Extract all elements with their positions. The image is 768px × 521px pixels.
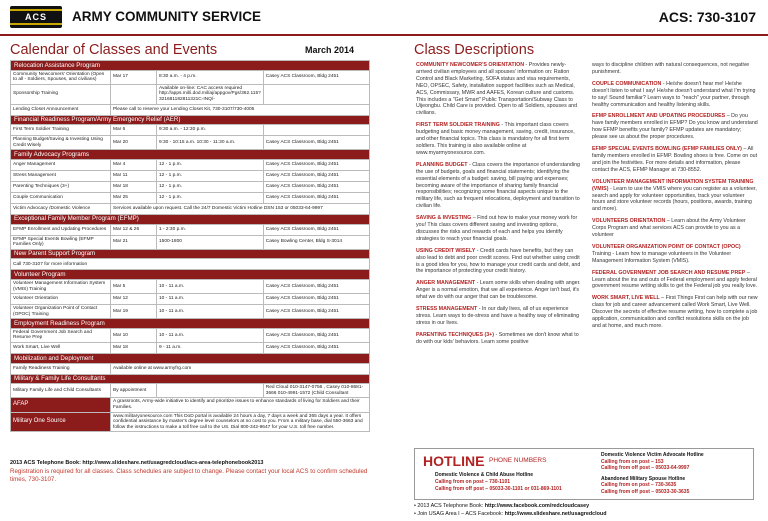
class-description-text: – Learn about the ins and outs of Federal employment and apply federal government resume writing skills to get the Federal job you really love. — [592, 269, 758, 290]
class-description-text: - This important class covers budgeting and basic money management, saving, credit, insurance, and other financial topics. This class is mandatory for all first term soldiers. This training is also available online at www.myarmyonesource.com. — [416, 122, 575, 156]
class-description-text: – Do you have family members enrolled in EFMP? Do you know and understand how EFMP benefits your family? EFMP updates are mandatory; please see us about the proper procedures. — [592, 113, 758, 141]
afap-description-cell: A grassroots, Army-wide initiative to identify and prioritize issues to enhance standards of living for Soldiers and their Families. — [111, 398, 370, 412]
section-header — [11, 374, 370, 384]
time-cell: 10 - 11 a.m. — [157, 328, 264, 342]
time-cell: 10 - 11 a.m. — [157, 305, 264, 319]
info-cell: Call 730-3107 for more information — [11, 259, 370, 270]
descriptions-column-right — [592, 62, 758, 335]
class-description — [592, 113, 758, 141]
section-header — [11, 270, 370, 280]
table-row — [11, 343, 370, 354]
acs-logo — [10, 6, 62, 28]
descriptions-title: Class Descriptions — [414, 42, 535, 58]
class-description — [592, 179, 758, 214]
class-description — [592, 270, 758, 291]
location-cell: Casey ACS Classroom, Bldg 2451 — [263, 136, 369, 150]
table-row — [11, 398, 370, 412]
class-description-heading: ANGER MANAGEMENT — [416, 280, 476, 287]
location-cell: Red Cloud 010-3147-0756 , Casey 010-8681-3666 010-4991-1572 (Child Consultant — [263, 384, 369, 398]
class-description-text: - He/she doesn't hear me! He/she doesn't listen to what I say! He/she doesn't understand what I'm trying to say! Sound familiar? Learn ways to "reach" your partner, through healthy communication and healthy listening skills. — [592, 80, 756, 108]
class-description-heading: COUPLE COMMUNICATION — [592, 80, 662, 87]
date-cell: Mar 20 — [111, 136, 157, 150]
am-hotline-off-post: Calling from off post – 05033-30-3635 — [601, 488, 690, 495]
descriptions-page — [384, 36, 768, 521]
military-one-source-label-cell: Military One Source — [11, 412, 111, 432]
section-title: Mobilization and Deployment — [11, 354, 370, 364]
class-name-cell: Sponsorship Training — [11, 84, 111, 104]
section-header — [11, 214, 370, 224]
table-row — [11, 192, 370, 203]
class-description-text: – Find out how to make your money work for you! This class covers different saving and investing options, discusses the risks and rewards of each and helps you identify strategies to reach your financial goals. — [416, 215, 578, 242]
time-cell: 1 - 2:30 p.m. — [157, 224, 264, 235]
class-name-cell: Stress Management — [11, 170, 111, 181]
calendar-page — [0, 36, 384, 521]
section-title: Financial Readiness Program/Army Emergency Relief (AER) — [11, 115, 370, 125]
section-title: Exceptional Family Member Program (EFMP) — [11, 214, 370, 224]
location-cell — [263, 84, 369, 104]
class-description-heading: VOLUNTEER ORGANIZATION POINT OF CONTACT (OPOC) — [592, 243, 741, 250]
table-row — [11, 279, 370, 293]
class-name-cell: EFMP Enrollment and Updating Procedures — [11, 224, 111, 235]
table-row — [11, 84, 370, 104]
class-description — [416, 280, 582, 301]
class-description-heading: FIRST TERM SOLDIER TRAINING — [416, 122, 500, 129]
class-name-cell: Federal Government Job Search and Resume Prep — [11, 328, 111, 342]
registration-note: Registration is required for all classes. Class schedules are subject to change. Please contact your local ACS to confirm scheduled times, 730-3107. — [10, 468, 368, 483]
date-cell — [111, 84, 157, 104]
telephone-book-line[interactable]: 2013 ACS Telephone Book: http://www.slideshare.net/usagredcloud/acs-area-telephonebook2013 — [10, 460, 264, 466]
time-cell: 9:30 a.m. - 12:30 p.m. — [157, 125, 264, 136]
table-row — [11, 384, 370, 398]
class-description-text: – All family members enrolled in EFMP. Bowling shoes is free. Come on out and join the festivities. For more details and information, please contact the ACS, EFMP Manager at 730-8552. — [592, 146, 758, 173]
table-row — [11, 125, 370, 136]
time-cell: 12 - 1 p.m. — [157, 181, 264, 192]
class-description — [592, 62, 758, 76]
table-row — [11, 235, 370, 249]
hotline-left-panel — [415, 449, 593, 499]
logo-text: ACS — [24, 12, 47, 22]
location-cell: Casey ACS Classroom, Bldg 2451 — [263, 159, 369, 170]
date-cell: Mar 18 — [111, 343, 157, 354]
section-header — [11, 115, 370, 125]
class-description-heading: WORK SMART, LIVE WELL — [592, 295, 660, 302]
class-description — [416, 122, 582, 157]
hotline-box — [414, 448, 754, 500]
class-description-heading: USING CREDIT WISELY — [416, 247, 476, 254]
date-cell: Mar 11 — [111, 170, 157, 181]
footer-link-2[interactable]: http://www.slideshare.net/usagredcloud — [504, 511, 607, 517]
date-cell: Mar 17 — [111, 70, 157, 84]
section-header — [11, 319, 370, 329]
header-bar — [0, 0, 768, 34]
dv-hotline-title: Domestic Violence & Child Abuse Hotline — [435, 472, 534, 478]
class-description-heading: STRESS MANAGEMENT — [416, 306, 478, 313]
date-cell: Mar 18 — [111, 181, 157, 192]
am-hotline-title: Abandoned Military Spouse Hotline — [601, 475, 686, 482]
class-name-cell: Volunteer Management Information System (VMIS) Training — [11, 279, 111, 293]
date-cell: Mar 19 — [111, 305, 157, 319]
table-row — [11, 294, 370, 305]
class-description — [416, 248, 582, 276]
class-description-heading: EFMP SPECIAL EVENTS BOWLING (EFMP FAMILIES ONLY) — [592, 146, 742, 153]
section-title: Family Advocacy Programs — [11, 150, 370, 160]
class-name-cell: Victim Advocacy /Domestic Violence — [11, 203, 111, 214]
section-header — [11, 354, 370, 364]
location-cell: Casey ACS Classroom, Bldg 2451 — [263, 224, 369, 235]
footer-link-1[interactable]: http://www.facebook.com/redcloudcasey — [484, 503, 590, 509]
class-description — [592, 146, 758, 174]
class-description-heading: PARENTING TECHNIQUES (3+) — [416, 331, 495, 338]
class-description — [592, 244, 758, 265]
calendar-month: March 2014 — [304, 45, 354, 55]
info-cell: Please call to reserve your Lending Closet Kit, 730-3107/730-4005 — [111, 104, 370, 115]
dv-hotline-on-post: Calling from on post – 730-1101 — [435, 479, 511, 485]
class-description-text: - Learn to use the VMIS where you can register as a volunteer, search and apply for volunteer opportunities, track your volunteer hours and store volunteer records (hours, positions, awards, training and more). — [592, 185, 757, 213]
time-cell: 12 - 1 p.m. — [157, 192, 264, 203]
class-description-text: - Learn some skills when dealing with anger. Anger is a normal emotion, that we all experience. Anger isn't bad, it's what we do with our anger that can be troublesome. — [416, 280, 581, 301]
hotline-subtitle: PHONE NUMBERS — [489, 457, 547, 464]
class-description — [592, 81, 758, 109]
date-cell: Mar 4 — [111, 159, 157, 170]
info-cell: Available online at www.armyfrg.com — [111, 363, 370, 374]
footer-label-1: • 2013 ACS Telephone Book: — [414, 503, 485, 509]
class-description — [592, 218, 758, 239]
class-name-cell: Community Newcomers' Orientation (Open to all - Soldiers, Spouses, and civilians) — [11, 70, 111, 84]
table-row — [11, 259, 370, 270]
class-description — [416, 162, 582, 210]
time-cell: 12 - 1 p.m. — [157, 159, 264, 170]
class-name-cell: Family Readiness Training — [11, 363, 111, 374]
table-row — [11, 159, 370, 170]
location-cell: Casey ACS Classroom, Bldg 2451 — [263, 294, 369, 305]
org-title: ARMY COMMUNITY SERVICE — [72, 9, 262, 24]
class-name-cell: Anger Management — [11, 159, 111, 170]
time-cell: Available on-line: CAC access required http://apps.mil/i.dod.mil/aj/appgov/Pgs/362.115?321681182811321C-INQ/- — [157, 84, 264, 104]
descriptions-column-left — [416, 62, 582, 351]
class-description-heading: EFMP ENROLLMENT AND UPDATING PROCEDURES — [592, 113, 726, 120]
class-name-cell: Work Smart, Live Well — [11, 343, 111, 354]
table-row — [11, 136, 370, 150]
dv-hotline-off-post: Calling from off post – 05033-30-1101 or 031-869-1101 — [435, 486, 562, 492]
class-description-text: - In our daily lives, all of us experience stress. Learn ways to de-stress and have a healthy way of eliminating stress in our lives. — [416, 306, 580, 326]
class-name-cell: Planning Budget/Saving & Investing Using Credit Wisely — [11, 136, 111, 150]
class-name-cell: First Term Soldier Training — [11, 125, 111, 136]
class-name-cell: EFMP Special Events Bowling (EFMP Families Only) — [11, 235, 111, 249]
va-hotline-off-post: Calling from off post – 05033-64-9997 — [601, 465, 690, 472]
section-title: Military & Family Life Consultants — [11, 374, 370, 384]
class-description-heading: FEDERAL GOVERNMENT JOB SEARCH AND RESUME PREP — [592, 269, 746, 276]
footer-links — [414, 502, 607, 518]
class-name-cell: Volunteer Organization Point of Contact (OPOC) Training — [11, 305, 111, 319]
table-row — [11, 70, 370, 84]
header-phone: ACS: 730-3107 — [658, 9, 756, 25]
location-cell: Casey Bowling Center, Bldg S-3014 — [263, 235, 369, 249]
location-cell: Casey ACS Classroom, Bldg 2451 — [263, 192, 369, 203]
time-cell: 10 - 11 a.m. — [157, 294, 264, 305]
calendar-title: Calendar of Classes and Events — [10, 42, 218, 58]
table-row — [11, 224, 370, 235]
class-description-text: – Learn about the Army Volunteer Corps Program and what services ACS can provide to you as a volunteer — [592, 218, 746, 239]
date-cell: Mar 12 & 26 — [111, 224, 157, 235]
class-description-text: – First Things First can help with our new class for job and career advancement called Work Smart, Live Well. Discover the secrets of effective resume writing, how to complete a job application, communication and conflict resolutions skills on the job and at home, and much more. — [592, 295, 758, 329]
class-description-text: - Sometimes we don't know what to do with our kids' behaviors. Learn some positive — [416, 331, 579, 345]
logo-stripe-top — [10, 9, 62, 11]
section-header — [11, 61, 370, 71]
section-title: Volunteer Program — [11, 270, 370, 280]
date-cell: By appointment — [111, 384, 157, 398]
class-description-heading: VOLUNTEERS ORIENTATION — [592, 218, 666, 225]
table-row — [11, 363, 370, 374]
table-row — [11, 305, 370, 319]
section-title: Employment Readiness Program — [11, 319, 370, 329]
location-cell: Casey ACS Classroom, Bldg 2451 — [263, 70, 369, 84]
class-description-text: - Provides newly-arrived civilian employees and all spouses' information on: Ration Control and Black Marketing, SOFA status and visa requirements, NEO, OPSEC, Safety, installation support facilities such as Medical, ACS, Commissary, MWR and AAFES, Korean culture and customs. This includes a "Get Smart" Public Transportation/Subway Class to Uijeongbu. Child Care is provided. Open to all Soldiers, spouses and civilians. — [416, 62, 578, 117]
class-name-cell: Military Family Life and Child Consultants — [11, 384, 111, 398]
class-description-heading: COMMUNITY NEWCOMER'S ORIENTATION — [416, 62, 525, 68]
va-hotline-title: Domestic Violence Victim Advocate Hotline — [601, 452, 704, 458]
location-cell: Casey ACS Classroom, Bldg 2451 — [263, 181, 369, 192]
location-cell — [263, 125, 369, 136]
calendar-table — [10, 60, 370, 432]
class-description-heading: SAVING & INVESTING — [416, 215, 472, 222]
location-cell: Casey ACS Classroom, Bldg 2451 — [263, 279, 369, 293]
time-cell: 10 - 11 a.m. — [157, 279, 264, 293]
class-description-text: ways to discipline children with natural consequences, not negative punishment. — [592, 62, 750, 75]
section-title: Relocation Assistance Program — [11, 61, 370, 71]
class-description-heading: PLANNING BUDGET — [416, 161, 468, 168]
date-cell: Mar 6 — [111, 125, 157, 136]
class-name-cell: Lending Closet Announcement — [11, 104, 111, 115]
class-name-cell: Parenting Techniques (3+) — [11, 181, 111, 192]
afap-label-cell: AFAP — [11, 398, 111, 412]
date-cell: Mar 21 — [111, 235, 157, 249]
table-row — [11, 412, 370, 432]
info-cell: Services available upon request. Call the 24/7 Domestic Victim Hotline DSN 153 or 05033-64-9997 — [111, 203, 370, 214]
class-description-text: - Class covers the importance of understanding the use of budgets, goals and financial statements; identifying the essential elements of a budget: saving, bill paying and expenses; becoming aware of the importance of sharing family financial responsibilities; recognizing some financial aspects unique to the military life, such as frequent relocations, deployment and transition to civilian life. — [416, 161, 580, 210]
time-cell — [157, 384, 264, 398]
footer-line-1 — [414, 502, 607, 510]
footer-line-2 — [414, 510, 607, 518]
hotline-title: HOTLINE — [423, 453, 485, 469]
table-row — [11, 181, 370, 192]
table-row — [11, 203, 370, 214]
time-cell: 9:30 - 10:15 a.m. 10:30 - 11:30 a.m. — [157, 136, 264, 150]
location-cell: Casey ACS Classroom, Bldg 2451 — [263, 328, 369, 342]
date-cell: Mar 10 — [111, 328, 157, 342]
time-cell: 8:30 a.m. - 4 p.m. — [157, 70, 264, 84]
class-description — [416, 306, 582, 327]
va-hotline-on-post: Calling from on post – 153 — [601, 458, 664, 465]
table-row — [11, 328, 370, 342]
class-description-text: - Credit cards have benefits, but they can also lead to debt and poor credit scores. Find out whether using credit is a good idea for you, how to manage your credit cards and debt, and the importance of protecting your credit history. — [416, 247, 581, 275]
class-description — [592, 295, 758, 330]
location-cell: Casey ACS Classroom, Bldg 2451 — [263, 305, 369, 319]
time-cell: 1500-1800 — [157, 235, 264, 249]
time-cell: 9 - 11 a.m. — [157, 343, 264, 354]
time-cell: 12 - 1 p.m. — [157, 170, 264, 181]
class-name-cell: Volunteer Orientation — [11, 294, 111, 305]
class-description-heading: VOLUNTEER MANAGEMENT INFORMATION SYSTEM TRAINING (VMIS) — [592, 178, 754, 192]
date-cell: Mar 25 — [111, 192, 157, 203]
date-cell: Mar 12 — [111, 294, 157, 305]
am-hotline-on-post: Calling from on post – 730-3635 — [601, 482, 677, 489]
location-cell: Casey ACS Classroom, Bldg 2451 — [263, 170, 369, 181]
table-row — [11, 104, 370, 115]
footer-label-2: • Join USAG Area I – ACS Facebook: — [414, 511, 505, 517]
class-name-cell: Couple Communication — [11, 192, 111, 203]
hotline-right-panel — [601, 452, 751, 496]
class-description-text: Training - Learn how to manage volunteers in the Volunteer Management Information System (VMIS). — [592, 250, 732, 264]
military-one-source-description-cell: www.militaryonesource.com This DoD portal is available 24 hours a day, 7 days a week and 365 days a year. It offers confidential assistance by master's degree level counselors at no cost to you. From a military base, dial 550-3663 and follow the instructions to make a toll free call to the US. Dial 800-342-9647 for your U.S. toll free number. — [111, 412, 370, 432]
section-header — [11, 150, 370, 160]
section-title: New Parent Support Program — [11, 249, 370, 259]
section-header — [11, 249, 370, 259]
table-row — [11, 170, 370, 181]
class-description — [416, 332, 582, 346]
class-description — [416, 62, 582, 117]
logo-stripe-bottom — [10, 23, 62, 25]
location-cell: Casey ACS Classroom, Bldg 2451 — [263, 343, 369, 354]
date-cell: Mar 5 — [111, 279, 157, 293]
class-description — [416, 215, 582, 243]
